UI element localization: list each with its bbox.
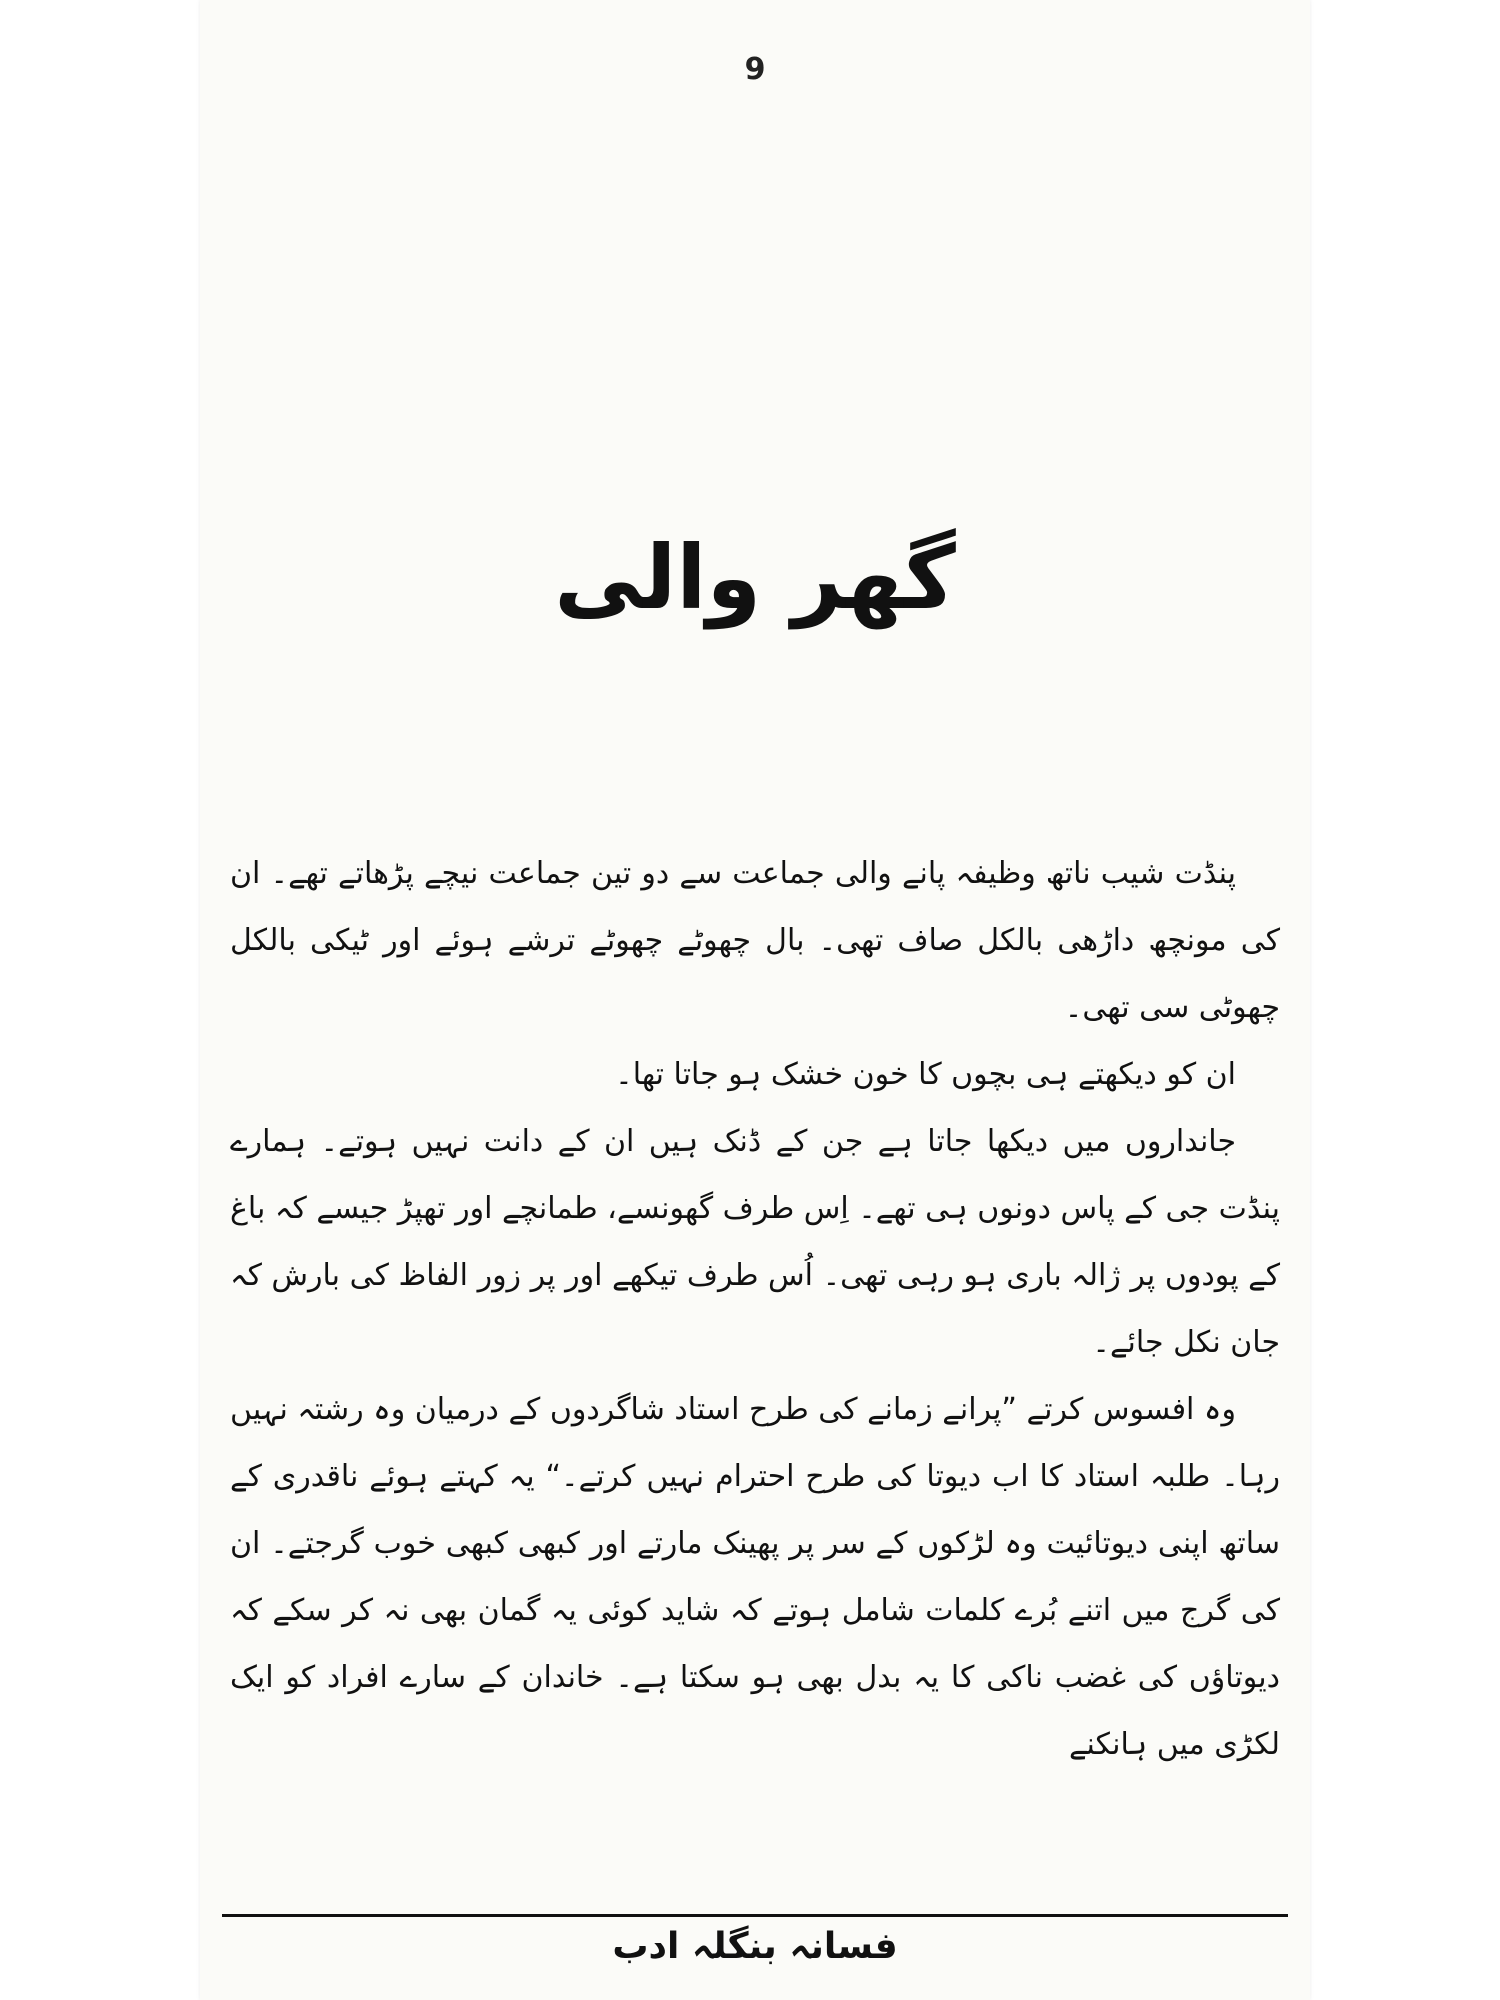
body-text <box>230 840 1280 1778</box>
paragraph-4: وہ افسوس کرتے ”پرانے زمانے کی طرح استاد شاگردوں کے درمیان وہ رشتہ نہیں رہا۔ طلبہ استاد کا اب دیوتا کی طرح احترام نہیں کرتے۔“ یہ کہتے ہوئے ناقدری کے ساتھ اپنی دیوتائیت وہ لڑکوں کے سر پر پھینک مارتے اور کبھی کبھی خوب گرجتے۔ ان کی گرج میں اتنے بُرے کلمات شامل ہوتے کہ شاید کوئی یہ گمان بھی نہ کر سکے کہ دیوتاؤں کی غضب ناکی کا یہ بدل بھی ہو سکتا ہے۔ خاندان کے سارے افراد کو ایک لکڑی میں ہانکنے <box>230 1392 1280 1762</box>
book-page <box>200 0 1310 2000</box>
footer-divider <box>222 1914 1288 1917</box>
paragraph-2: ان کو دیکھتے ہی بچوں کا خون خشک ہو جاتا تھا۔ <box>615 1057 1236 1092</box>
chapter-title: گھر والی <box>554 526 956 629</box>
page-number: 9 <box>744 52 766 87</box>
paragraph-3: جانداروں میں دیکھا جاتا ہے جن کے ڈنک ہیں ان کے دانت نہیں ہوتے۔ ہمارے پنڈت جی کے پاس دونوں ہی تھے۔ اِس طرف گھونسے، طمانچے اور تھپڑ جیسے کہ باغ کے پودوں پر ژالہ باری ہو رہی تھی۔ اُس طرف تیکھے اور پر زور الفاظ کی بارش کہ جان نکل جائے۔ <box>230 1124 1280 1360</box>
footer-book-title: فسانہ بنگلہ ادب <box>612 1926 898 1967</box>
paragraph-1: پنڈت شیب ناتھ وظیفہ پانے والی جماعت سے دو تین جماعت نیچے پڑھاتے تھے۔ ان کی مونچھ داڑھی بالکل صاف تھی۔ بال چھوٹے چھوٹے ترشے ہوئے اور ٹیکی بالکل چھوٹی سی تھی۔ <box>230 856 1280 1025</box>
